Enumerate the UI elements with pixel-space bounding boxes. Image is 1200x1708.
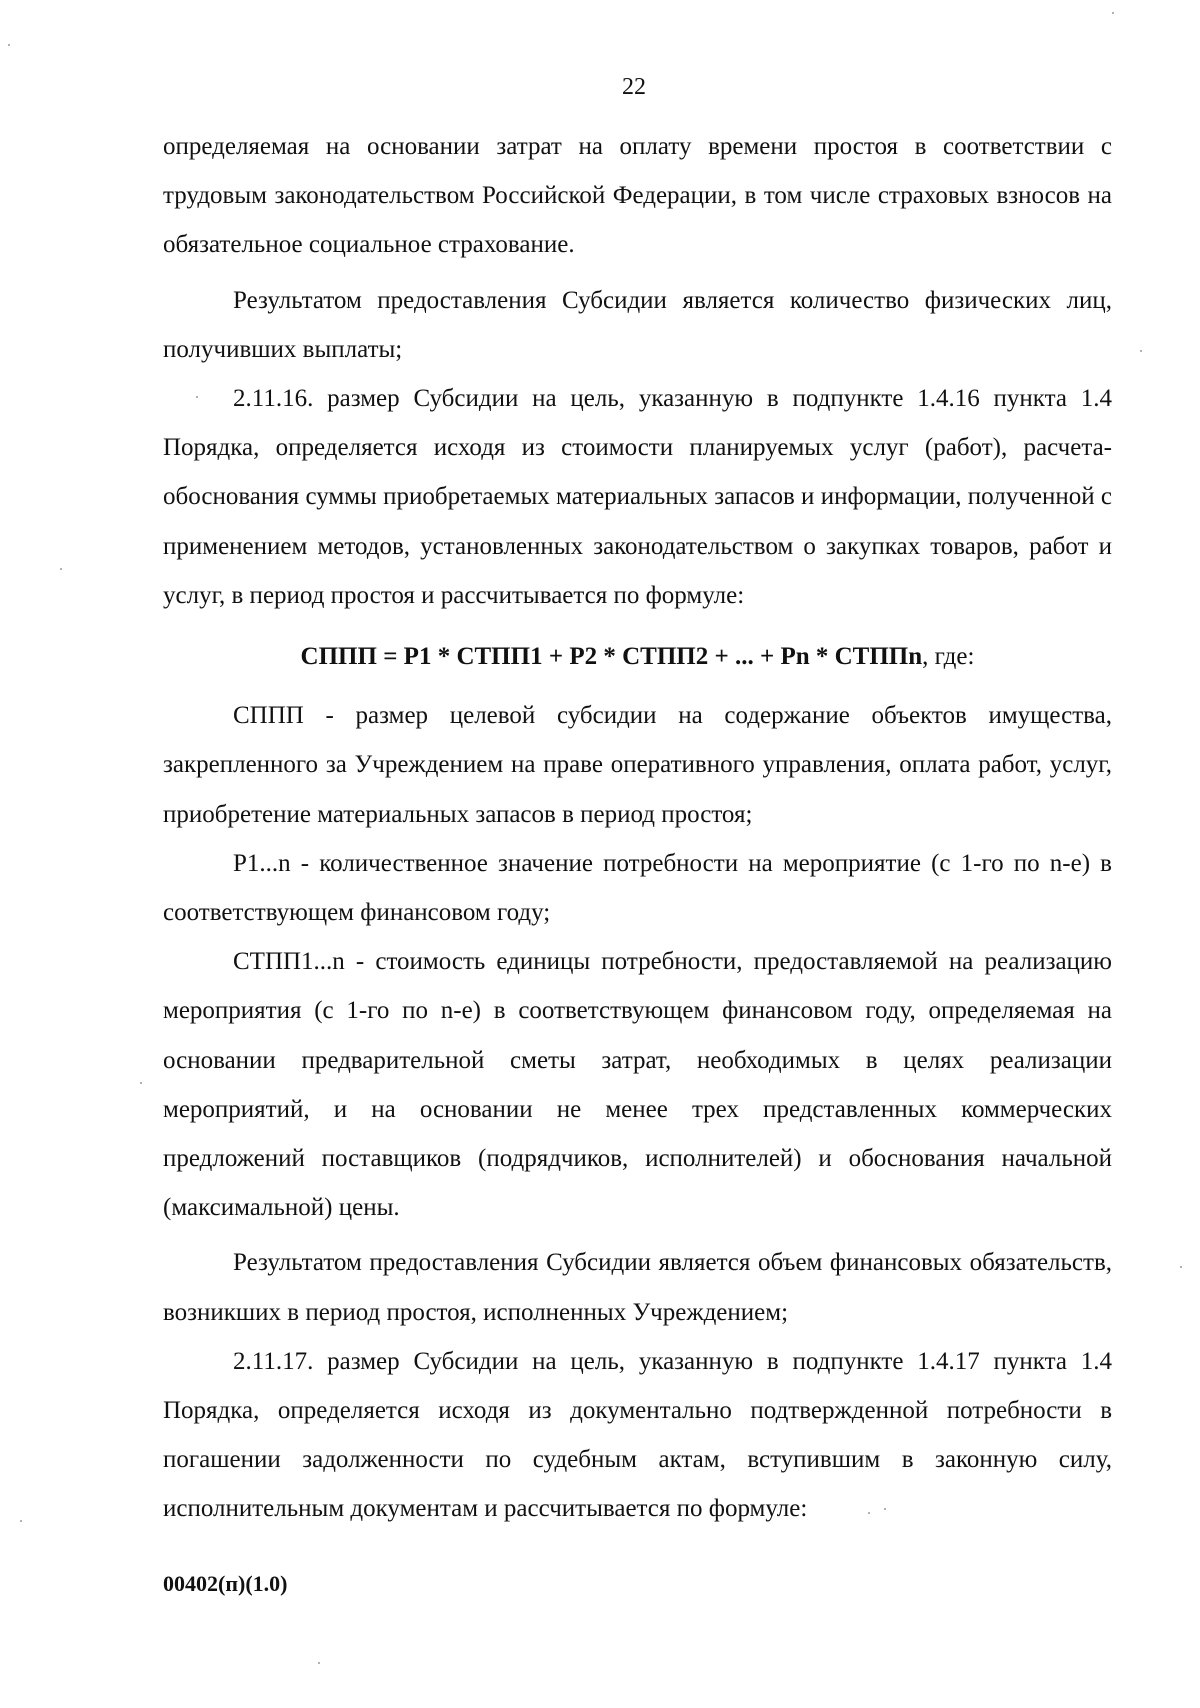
paragraph-stpp-definition: СТПП1...n - стоимость единицы потребности, предоставляемой на реализацию мероприятия (с 1-го по n-е) в соответствующем финансовом году, определяемая на основании предварительной сметы затрат, необходимых в целях реализации мероприятий, и на основании не менее трех представленных коммерческих предложений поставщиков (подрядчиков, исполнителей) и обоснования начальной (максимальной) цены.	[163, 948, 1112, 1222]
paragraph-result-physical-persons: Результатом предоставления Субсидии является количество физических лиц, получивших выплаты;	[163, 286, 1112, 363]
document-code: 00402(п)(1.0)	[163, 1571, 288, 1596]
scan-speck	[20, 1520, 22, 1522]
scan-speck	[196, 396, 198, 398]
scan-speck	[1112, 12, 1114, 14]
scan-speck	[60, 568, 62, 570]
document-body	[163, 122, 1112, 1534]
formula-where: , где:	[922, 643, 975, 671]
page-number: 22	[622, 74, 646, 100]
scan-speck	[884, 1508, 886, 1510]
scan-speck	[1140, 350, 1142, 352]
paragraph-continuation: определяемая на основании затрат на оплату времени простоя в соответствии с трудовым законодательством Российской Федерации, в том числе страховых взносов на обязательное социальное страхование.	[163, 133, 1112, 259]
scan-speck	[1180, 1266, 1182, 1268]
scan-speck	[140, 1082, 142, 1084]
scan-speck	[318, 1662, 320, 1664]
formula-expression: СППП = Р1 * СТПП1 + Р2 * СТПП2 + ... + Рn * СТППn	[300, 643, 923, 671]
scan-speck	[8, 44, 10, 46]
paragraph-sppp-definition: СППП - размер целевой субсидии на содержание объектов имущества, закрепленного за Учреждением на праве оперативного управления, оплата работ, услуг, приобретение материальных запасов в период простоя;	[163, 702, 1112, 828]
paragraph-2-11-16: 2.11.16. размер Субсидии на цель, указанную в подпункте 1.4.16 пункта 1.4 Порядка, определяется исходя из стоимости планируемых услуг (работ), расчета-обоснования суммы приобретаемых материальных запасов и информации, полученной с применением методов, установленных законодательством о закупках товаров, работ и услуг, в период простоя и рассчитывается по формуле:	[163, 385, 1112, 609]
paragraph-2-11-17: 2.11.17. размер Субсидии на цель, указанную в подпункте 1.4.17 пункта 1.4 Порядка, определяется исходя из документально подтвержденной потребности в погашении задолженности по судебным актам, вступившим в законную силу, исполнительным документам и рассчитывается по формуле:	[163, 1347, 1112, 1523]
scan-speck	[868, 1512, 870, 1514]
paragraph-p-definition: Р1...n - количественное значение потребности на мероприятие (с 1-го по n-е) в соответствующем финансовом году;	[163, 849, 1112, 927]
formula-sppp	[163, 632, 1112, 681]
paragraph-result-financial-obligations: Результатом предоставления Субсидии является объем финансовых обязательств, возникших в период простоя, исполненных Учреждением;	[163, 1249, 1112, 1326]
